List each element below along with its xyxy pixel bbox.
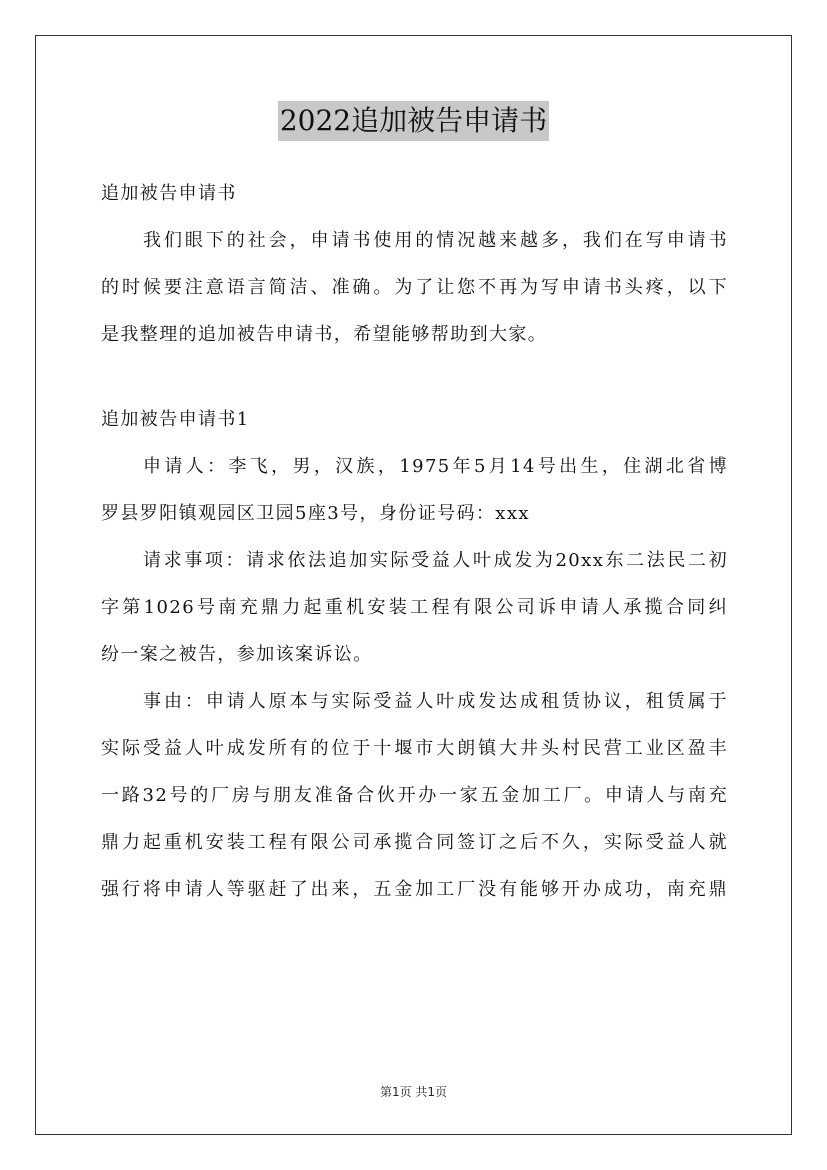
- paragraph-line: 请求事项：请求依法追加实际受益人叶成发为20xx东二法民二初: [143, 550, 728, 571]
- paragraph-line: 罗县罗阳镇观园区卫园5座3号，身份证号码：xxx: [101, 503, 530, 524]
- document-title: 2022追加被告申请书: [278, 101, 549, 141]
- paragraph-line: 鼎力起重机安装工程有限公司承揽合同签订之后不久，实际受益人就: [101, 832, 728, 853]
- page-footer: 第1页 共1页: [379, 1085, 448, 1099]
- paragraph-line: 强行将申请人等驱赶了出来，五金加工厂没有能够开办成功，南充鼎: [101, 879, 728, 900]
- paragraph-line: 一路32号的厂房与朋友准备合伙开办一家五金加工厂。申请人与南充: [101, 785, 728, 806]
- section-heading: 追加被告申请书: [101, 183, 237, 204]
- paragraph-line: 申请人：李飞，男，汉族，1975年5月14号出生，住湖北省博: [143, 456, 728, 477]
- spacer: [101, 358, 728, 396]
- paragraph-line: 的时候要注意语言简洁、准确。为了让您不再为写申请书头疼，以下: [101, 277, 728, 298]
- paragraph-line: 纷一案之被告，参加该案诉讼。: [101, 644, 373, 665]
- paragraph-line: 实际受益人叶成发所有的位于十堰市大朗镇大井头村民营工业区盈丰: [101, 738, 728, 759]
- paragraph-line: 字第1026号南充鼎力起重机安装工程有限公司诉申请人承揽合同纠: [101, 597, 728, 618]
- title-container: [0, 101, 827, 141]
- paragraph-line: 事由：申请人原本与实际受益人叶成发达成租赁协议，租赁属于: [143, 691, 728, 712]
- paragraph-line: 是我整理的追加被告申请书，希望能够帮助到大家。: [101, 324, 548, 345]
- section-heading: 追加被告申请书1: [101, 409, 250, 430]
- paragraph-line: 我们眼下的社会，申请书使用的情况越来越多，我们在写申请书: [143, 230, 728, 251]
- document-body: [101, 170, 728, 913]
